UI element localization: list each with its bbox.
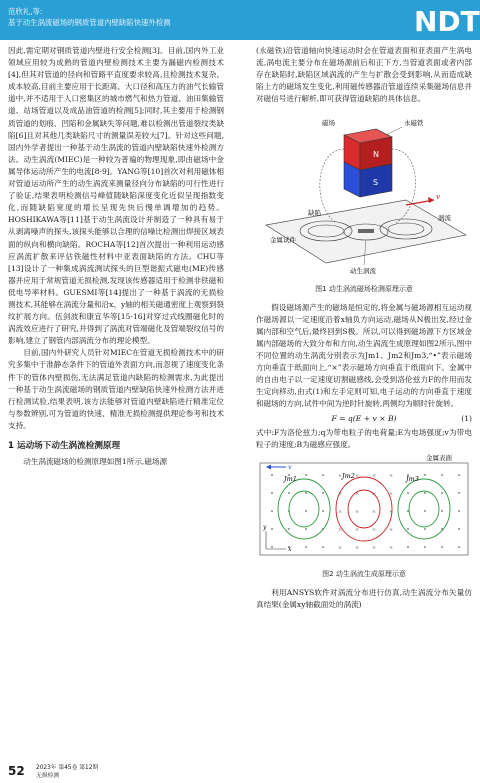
field-down-marker: × bbox=[389, 544, 394, 551]
field-up-marker bbox=[288, 528, 290, 530]
paragraph: (永磁铁)沿管道轴向快速运动时会在管道表面和亚表面产生涡电流,涡电流主要分布在磁场源前后和正下方,当管道表面或者内部存在缺陷时,缺陷区域涡流的产生与扩散会受到影响,从而造成缺陷上方的磁场发生变化,利用磁传感器沿管道连续采集磁场信息并对磁信号进行解析,即可获得管道缺陷的具体信息。 bbox=[256, 46, 472, 104]
field-down-marker: × bbox=[355, 490, 360, 497]
journal-name: 无损检测 bbox=[36, 773, 60, 779]
figure-1-diagram bbox=[256, 105, 472, 275]
equation-1 bbox=[256, 413, 472, 425]
jm3-label: Jm3 bbox=[406, 474, 419, 483]
field-up-marker bbox=[305, 546, 307, 548]
x-axis-label: x bbox=[288, 545, 292, 553]
logo-text: NDT bbox=[414, 5, 480, 38]
field-up-marker bbox=[271, 474, 273, 476]
permanent-magnet-label: 永磁铁 bbox=[404, 119, 424, 128]
field-up-marker bbox=[407, 528, 409, 530]
metal-specimen-label: 金属试件 bbox=[270, 236, 296, 245]
journal-header-bar bbox=[0, 0, 480, 40]
field-down-marker: × bbox=[389, 490, 394, 497]
paragraph: 式中:F为洛伦兹力;q为带电粒子的电荷量;E为电场强度;v为带电粒子的速度;B为磁感应强度。 bbox=[256, 427, 472, 449]
field-up-marker bbox=[305, 474, 307, 476]
field-up-marker bbox=[441, 474, 443, 476]
field-down-marker: × bbox=[355, 508, 360, 515]
equation-number: (1) bbox=[461, 413, 472, 423]
n-pole-label: N bbox=[373, 150, 379, 160]
left-column bbox=[8, 45, 224, 468]
field-down-marker: × bbox=[338, 490, 343, 497]
magnet-label: 磁场 bbox=[322, 119, 335, 128]
field-up-marker bbox=[458, 510, 460, 512]
field-up-marker bbox=[271, 528, 273, 530]
journal-info bbox=[36, 764, 156, 780]
field-up-marker bbox=[322, 474, 324, 476]
field-up-marker bbox=[322, 492, 324, 494]
field-up-marker bbox=[441, 492, 443, 494]
defect-mark bbox=[358, 229, 374, 233]
field-down-marker: × bbox=[372, 490, 377, 497]
header-authors: 范欣礼,等: bbox=[8, 7, 43, 16]
jm1-label: Jm1 bbox=[284, 474, 297, 483]
field-down-marker: × bbox=[338, 544, 343, 551]
field-down-marker: × bbox=[372, 508, 377, 515]
field-up-marker bbox=[271, 546, 273, 548]
field-down-marker: × bbox=[338, 526, 343, 533]
arrow-head-icon bbox=[428, 197, 434, 203]
figure-1-caption: 图1 动生涡流磁场检测原理示意 bbox=[315, 284, 413, 293]
field-up-marker bbox=[288, 492, 290, 494]
figure-2-diagram bbox=[256, 451, 472, 561]
page-number: 52 bbox=[8, 764, 25, 778]
field-up-marker bbox=[458, 528, 460, 530]
defect-label: 缺陷 bbox=[308, 209, 321, 218]
ndt-logo-icon bbox=[412, 3, 480, 38]
field-up-marker bbox=[424, 546, 426, 548]
field-up-marker bbox=[271, 492, 273, 494]
field-up-marker bbox=[424, 510, 426, 512]
field-up-marker bbox=[322, 546, 324, 548]
leader-line bbox=[386, 127, 402, 135]
field-down-marker: × bbox=[389, 526, 394, 533]
field-up-marker bbox=[271, 510, 273, 512]
field-down-marker: × bbox=[389, 472, 394, 479]
field-up-marker bbox=[305, 528, 307, 530]
field-down-marker: × bbox=[372, 526, 377, 533]
equation-text: F = q(E + v × B) bbox=[331, 413, 397, 423]
s-pole-label: S bbox=[373, 178, 379, 188]
field-down-marker: × bbox=[338, 508, 343, 515]
field-up-marker bbox=[305, 510, 307, 512]
field-up-marker bbox=[424, 474, 426, 476]
velocity-label: v bbox=[436, 193, 440, 202]
paragraph: 因此,需定期对钢质管道内壁进行安全检测[3]。目前,国内外工业领域应用较为成熟的管道内壁检测技术主要为漏磁内检测技术[4],但其对管道的径向和管路平直度要求较高,且检测技术复杂、成本较高,目前主要应用于长距离、大口径和高压力的油气长输管道中,并不适用于人口密集区的城市燃气和热力管道、油田集输管道、站场管道以及成品油管道的检测[5];同时,其主要用于检测钢质管道的划痕、凹陷和金属缺失等问题,难以检测出管道裂纹类缺陷[6]且对其他几类缺陷尺寸的测量误差较大[7]。针对这些问题,国内外学者提出一种基于动生涡流的管道内壁缺陷快速外检测方法。动生涡流(MIEC)是一种较为普遍的物理现象,即由磁场中金属导体运动所产生的电流[8-9]。YANG等[10]首次对利用磁体相对管道运动所产生的动生涡流来测量径向分布缺陷的可行性进行了验证,结果表明检测信号峰值随缺陷深度变化近似呈现指数变化,而随缺陷宽度的增长呈现先快后慢单调增加的趋势。HOSHIKAWA等[11]基于动生涡流设计并制造了一种具有易于从剥离噪声的探头,该探头能够以合理的信噪比检测出焊接区域表面的纵向和横向缺陷。ROCHA等[12]首次提出一种利用运动感应涡流扩散来评估铁磁性材料中亚表面缺陷的方法。CHU等[13]设计了一种集成涡流测试探头的巨型谐振式磁电(ME)传感器并应用于常规管道无损检测,发现该传感器适用于检测非铁磁和低电导率材料。GUESMI等[14]提出了一种基于涡流的无损检测技术,其能够在涡流分量和沿x、y轴的相关磁通密度上观察到裂纹扩展方向。伍剑波和康宜华等[15-16]对穿过式线圈磁化时的涡流效应进行了研究,并得到了涡流对管端磁化及管端裂纹信号的影响,建立了钢管内部涡流分布的理论模型。 bbox=[8, 46, 225, 346]
field-up-marker bbox=[305, 492, 307, 494]
running-header bbox=[8, 6, 388, 28]
journal-issue: 2023年 第45卷 第12期 bbox=[36, 765, 99, 771]
field-up-marker bbox=[407, 546, 409, 548]
field-down-marker: × bbox=[389, 508, 394, 515]
y-axis-label: y bbox=[263, 523, 267, 531]
section-heading: 1 运动场下动生涡流检测原理 bbox=[8, 441, 121, 451]
field-up-marker bbox=[424, 492, 426, 494]
field-up-marker bbox=[322, 510, 324, 512]
field-up-marker bbox=[458, 474, 460, 476]
field-up-marker bbox=[458, 546, 460, 548]
jm2-label: Jm2 bbox=[342, 471, 355, 480]
field-down-marker: × bbox=[355, 472, 360, 479]
motion-eddy-label: 动生涡流 bbox=[350, 267, 376, 276]
header-title: 基于动生涡流磁场的钢质管道内壁缺陷快速外检测 bbox=[8, 18, 171, 27]
field-down-marker: × bbox=[338, 472, 343, 479]
paragraph: 利用ANSYS软件对涡流分布进行仿真,动生涡流分布矢量仿真结果(金属xy轴截面处的涡流) bbox=[256, 587, 472, 610]
field-up-marker bbox=[407, 492, 409, 494]
field-up-marker bbox=[458, 492, 460, 494]
metal-surface-label: 金属表面 bbox=[426, 453, 452, 462]
paragraph: 动生涡流磁场的检测原理如图1所示,磁场源 bbox=[23, 457, 168, 467]
field-down-marker: × bbox=[372, 472, 377, 479]
field-down-marker: × bbox=[355, 526, 360, 533]
right-column bbox=[256, 45, 472, 611]
field-down-marker: × bbox=[372, 544, 377, 551]
field-up-marker bbox=[424, 528, 426, 530]
figure-2-caption: 图2 动生涡流生成原理示意 bbox=[322, 569, 406, 578]
field-up-marker bbox=[441, 510, 443, 512]
field-down-marker: × bbox=[355, 544, 360, 551]
paragraph: 目前,国内外研究人员针对MIEC在管道无损检测技术中的研究多集中于准静态条件下的管道外表面方向,而忽视了速度变化条件下的管体内壁损伤,无法满足管道内缺陷的检测需求,为此提出一种基于动生涡流磁场的钢质管道内壁缺陷快速外检测方法并进行检测试验,结果表明,该方法能够对管道内壁缺陷进行精准定位与参数辨别,可为管道的快速、精准无损检测提供理论参考和技术支持。 bbox=[8, 348, 224, 430]
eddy-label: 涡流 bbox=[438, 214, 451, 223]
paragraph: 假设磁场源产生的磁场是恒定的,将金属与磁场源相互运动视作磁场源以一定速度沿着x轴负方向运动,磁场从N极出发,经过金属内部和空气后,最终回到S极。所以,可以得到磁场源下方区域金属内部磁场的大致分布和方向,动生涡流生成原理如图2所示,图中不同位置的动生涡流分别表示为Jm1、Jm2和Jm3,“•”表示磁场方向垂直于纸面向上,“×”表示磁场方向垂直于纸面向下。金属中的自由电子以一定速度切割磁感线,会受到洛伦兹力F的作用而发生定向移动,由式(1)和左手定则可知,电子运动的方向垂直于速度和磁场的方向,试件中间为逆时针旋转,两侧均为顺时针旋转。 bbox=[256, 302, 472, 409]
velocity-label: v bbox=[288, 462, 292, 471]
field-up-marker bbox=[441, 546, 443, 548]
